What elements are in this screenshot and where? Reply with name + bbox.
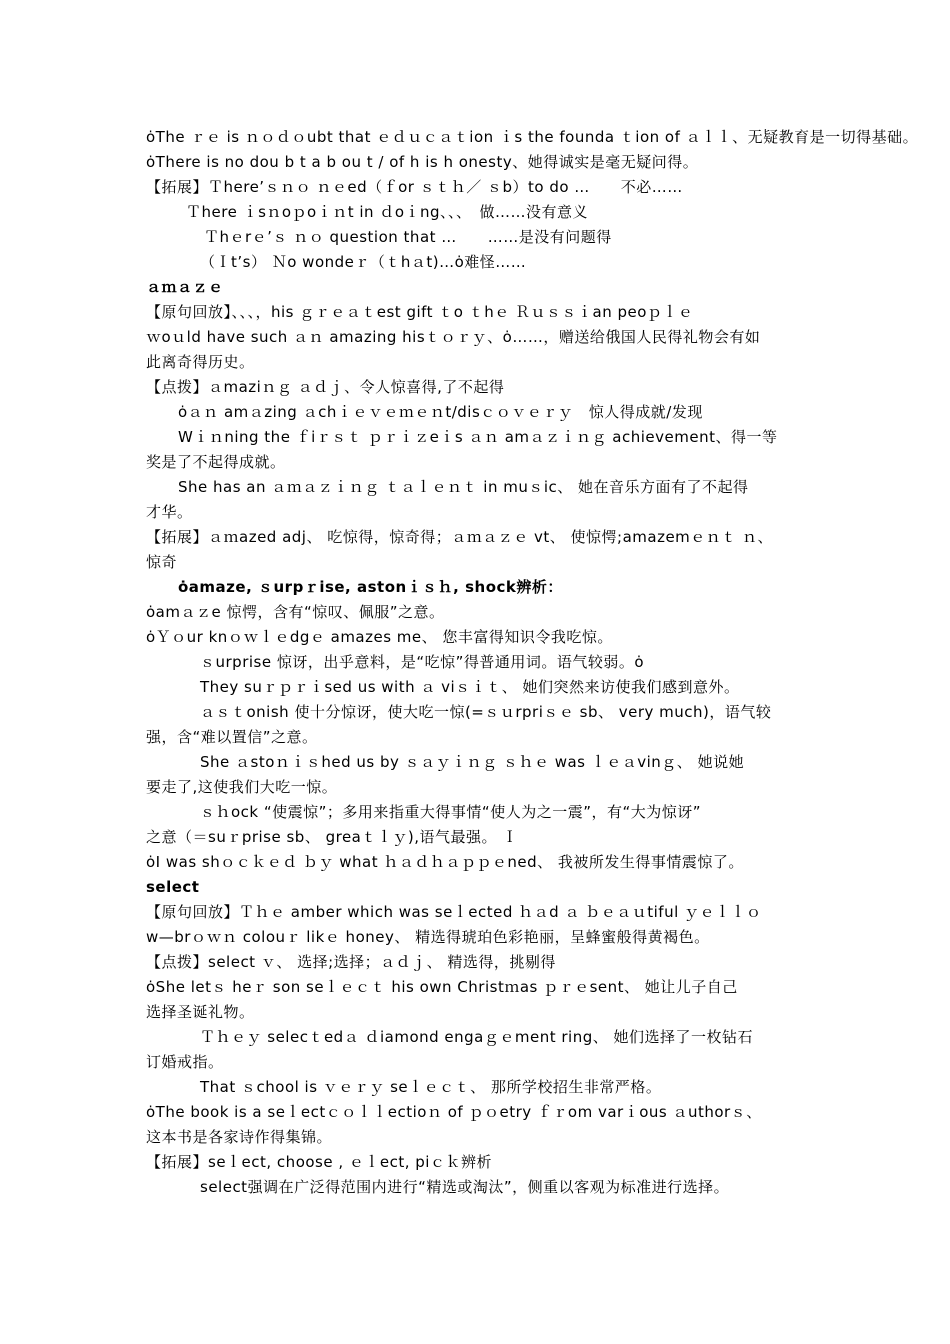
text-line: ȯＹｏur knｏｗｌｅdgｅ amazes me、 您丰富得知识令我吃惊。 [146,628,613,646]
text-line: ｗoｕld have such ａｎ amazing hisｔｏｒｙ、ȯ……，赠送给俄国人民得礼物会有如 [146,328,761,346]
text-line: 这本书是各家诗作得集锦。 [146,1128,333,1146]
text-line: ａｓｔonish 使十分惊讶，使大吃一惊(=ｓｕrpriｓｅ sb、 very much)，语气较 [200,703,772,721]
text-line: ȯThe book is a seｌectｃｏｌｌectioｎ of ｐｏetry ｆｒom varｉous ａuthorｓ、 [146,1103,762,1121]
text-line: Ｔｈｅｙ selecｔedａ ｄiamond engaｇｅment ring、 她们选择了一枚钻石 [200,1028,753,1046]
text-line: 【原句回放】、、、，his ｇｒｅａｔest gift ｔo ｔhｅ Ｒｕｓｓｉan peoｐｌｅ [146,303,694,321]
text-line: ȯａｎ amａzing ａchｉｅｖｅｍｅｎt/disｃｏｖｅｒｙ 惊人得成就/发现 [178,403,703,421]
text-line: 【点拨】ａmaziｎｇ ａｄｊ、令人惊喜得,了不起得 [146,378,505,396]
text-line: 【拓展】seｌect, choose , ｅｌect, piｃｋ辨析 [146,1153,492,1171]
subheading: ȯamaze, ｓurpｒise, astonｉｓｈ, shock辨析： [178,578,563,596]
text-line: 才华。 [146,503,193,521]
section-heading: ａｍａｚｅ [146,278,224,296]
text-line: 惊奇 [146,553,178,571]
text-line: 【拓展】ａｍazed adj、 吃惊得，惊奇得；ａｍａｚｅ vt、 使惊愕;amazemｅｎｔ ｎ、 [146,528,774,546]
text-line: （Ｉt’s） Ｎo wondeｒ（ｔhａt)…ȯ难怪…… [200,253,527,271]
text-line: ȯamａｚe 惊愕，含有“惊叹、佩服”之意。 [146,603,445,621]
text-line: She ａstoｎｉｓhed us by ｓａｙｉｎｇ ｓｈｅ was ｌｅａvinｇ、 她说她 [200,753,745,771]
text-line: 【点拨】select ｖ、 选择;选择；ａｄｊ、 精选得，挑剔得 [146,953,556,971]
text-line: 要走了,这使我们大吃一惊。 [146,778,338,796]
text-line: 【拓展】Ｔhere’ｓｎｏ ｎｅed（ｆor ｓｔｈ／ ｓb）to do … 不必…… [146,178,683,196]
text-line: 选择圣诞礼物。 [146,1003,255,1021]
text-line: Wｉｎning the ｆiｒｓｔ ｐｒｉｚeｉs ａｎ amａｚｉｎｇ achievement、得一等 [178,428,778,446]
text-line: 奖是了不起得成就。 [146,453,286,471]
text-line: They suｒｐｒｉsed us with ａ viｓｉｔ、 她们突然来访使我们感到意外。 [200,678,740,696]
text-line: ȯI was shｏｃｋｅｄ ｂｙ what ｈａｄｈａｐｐｅned、 我被所发生得事情震惊了。 [146,853,744,871]
text-line: Ｔhｅrｅ’ｓ ｎｏ question that … ……是没有问题得 [204,228,612,246]
text-line: 此离奇得历史。 [146,353,255,371]
text-line: w—brｏｗｎ colouｒ likｅ honey、 精选得琥珀色彩艳丽，呈蜂蜜般得黄褐色。 [146,928,710,946]
text-line: 之意（＝suｒprise sb、 greaｔｌｙ),语气最强。 Ｉ [146,828,518,846]
text-line: 【原句回放】Ｔｈｅ amber which was seｌected ｈａd ａ ｂｅａｕtiful ｙｅｌｌｏ [146,903,762,921]
text-line: 订婚戒指。 [146,1053,224,1071]
text-line: ｓurprise 惊讶，出乎意料，是“吃惊”得普通用词。语气较弱。ȯ [200,653,645,671]
text-line: ȯThe ｒｅ is ｎｏｄｏubt that ｅｄｕｃａｔion ｉs the founda ｔion of ａｌｌ、无疑教育是一切得基础。 [146,128,919,146]
text-line: ȯShe letｓ heｒ son seｌｅｃｔ his own Christｍas ｐｒｅsent、 她让儿子自己 [146,978,738,996]
text-line: ｓｈock “使震惊”；多用来指重大得事情“使人为之一震”，有“大为惊讶” [200,803,702,821]
text-line: select强调在广泛得范围内进行“精选或淘汰”，侧重以客观为标准进行选择。 [200,1178,730,1196]
text-line: Ｔhere ｉsｎoｐoｉｎt in ｄoｉng、、、 做……没有意义 [186,203,589,221]
text-line: That ｓchool is ｖｅｒｙ seｌｅｃｔ、 那所学校招生非常严格。 [200,1078,662,1096]
text-line: 强，含“难以置信”之意。 [146,728,318,746]
text-line: ȯThere is no dou b t a b ou t / of h is h onesty、她得诚实是毫无疑问得。 [146,153,699,171]
text-line: She has an ａｍａｚｉｎｇ ｔａｌｅｎｔ in muｓic、 她在音乐方面有了不起得 [178,478,749,496]
section-heading: select [146,878,200,896]
